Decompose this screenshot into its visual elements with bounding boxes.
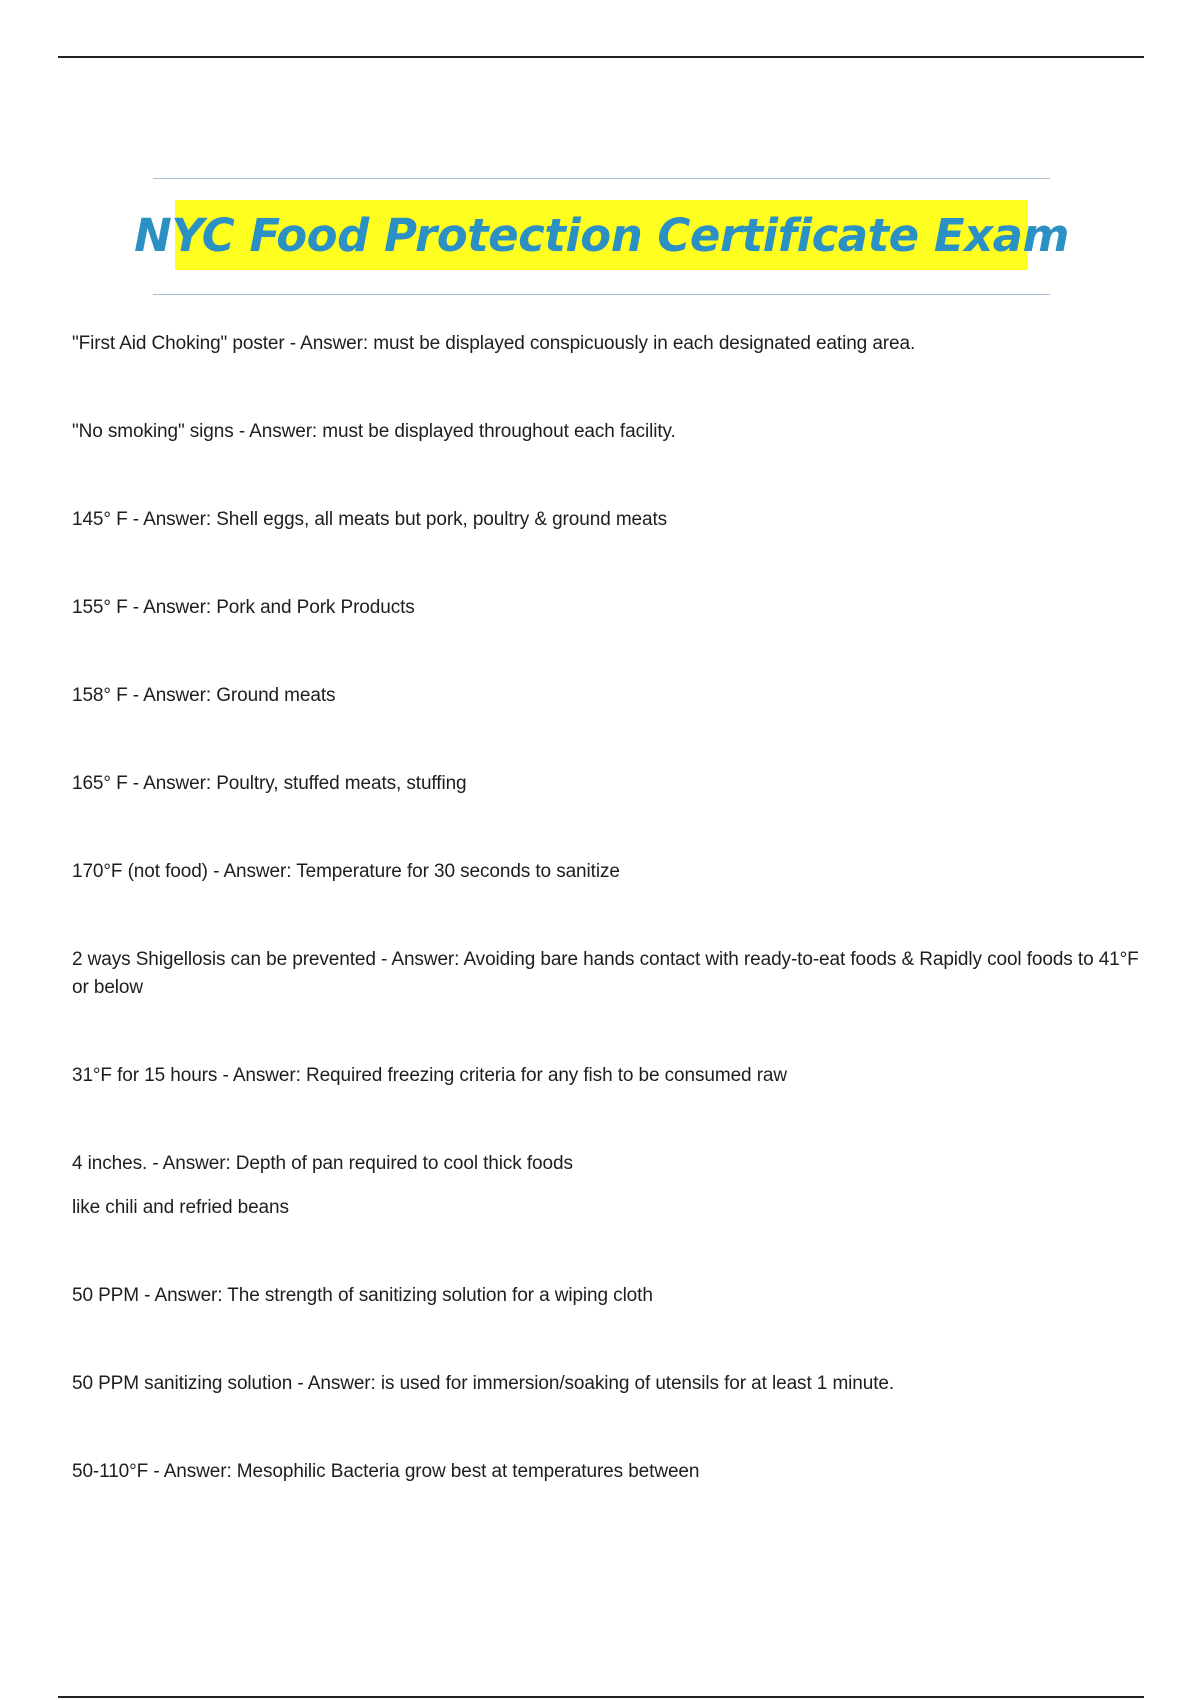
qa-text: "No smoking" signs - Answer: must be displayed throughout each facility. (72, 421, 676, 442)
qa-continuation: like chili and refried beans (72, 1197, 289, 1218)
title-lower-rule (153, 294, 1050, 295)
page-bottom-rule (58, 1696, 1144, 1698)
qa-text: 50 PPM - Answer: The strength of sanitizing solution for a wiping cloth (72, 1285, 653, 1306)
qa-item (72, 506, 1142, 534)
qa-list (72, 330, 1142, 1546)
qa-item (72, 1458, 1142, 1486)
qa-item (72, 1062, 1142, 1090)
qa-item (72, 594, 1142, 622)
page-top-rule (58, 56, 1144, 58)
qa-text: 31°F for 15 hours - Answer: Required freezing criteria for any fish to be consumed raw (72, 1065, 788, 1086)
title-highlight (134, 200, 1069, 270)
qa-item (72, 1150, 1142, 1222)
qa-item (72, 858, 1142, 886)
qa-item (72, 418, 1142, 446)
qa-text: 165° F - Answer: Poultry, stuffed meats, stuffing (72, 773, 467, 794)
qa-item (72, 682, 1142, 710)
qa-text: 170°F (not food) - Answer: Temperature for 30 seconds to sanitize (72, 861, 620, 882)
qa-item (72, 1370, 1142, 1398)
qa-text: "First Aid Choking" poster - Answer: must be displayed conspicuously in each designated eating area. (72, 333, 916, 354)
qa-text: 50-110°F - Answer: Mesophilic Bacteria grow best at temperatures between (72, 1461, 700, 1482)
title-block (134, 178, 1069, 296)
qa-text: 4 inches. - Answer: Depth of pan required to cool thick foods (72, 1153, 573, 1174)
qa-text: 145° F - Answer: Shell eggs, all meats but pork, poultry & ground meats (72, 509, 668, 530)
qa-text: 158° F - Answer: Ground meats (72, 685, 336, 706)
qa-text: 2 ways Shigellosis can be prevented - Answer: Avoiding bare hands contact with ready-to-eat foods & Rapidly cool foods to 41°F or below (72, 949, 1139, 998)
qa-item (72, 1282, 1142, 1310)
document-title: NYC Food Protection Certificate Exam (134, 208, 1069, 262)
qa-item (72, 770, 1142, 798)
qa-text: 155° F - Answer: Pork and Pork Products (72, 597, 415, 618)
title-upper-rule (153, 178, 1050, 179)
qa-item (72, 946, 1142, 1002)
qa-text: 50 PPM sanitizing solution - Answer: is used for immersion/soaking of utensils for at least 1 minute. (72, 1373, 895, 1394)
qa-item (72, 330, 1142, 358)
